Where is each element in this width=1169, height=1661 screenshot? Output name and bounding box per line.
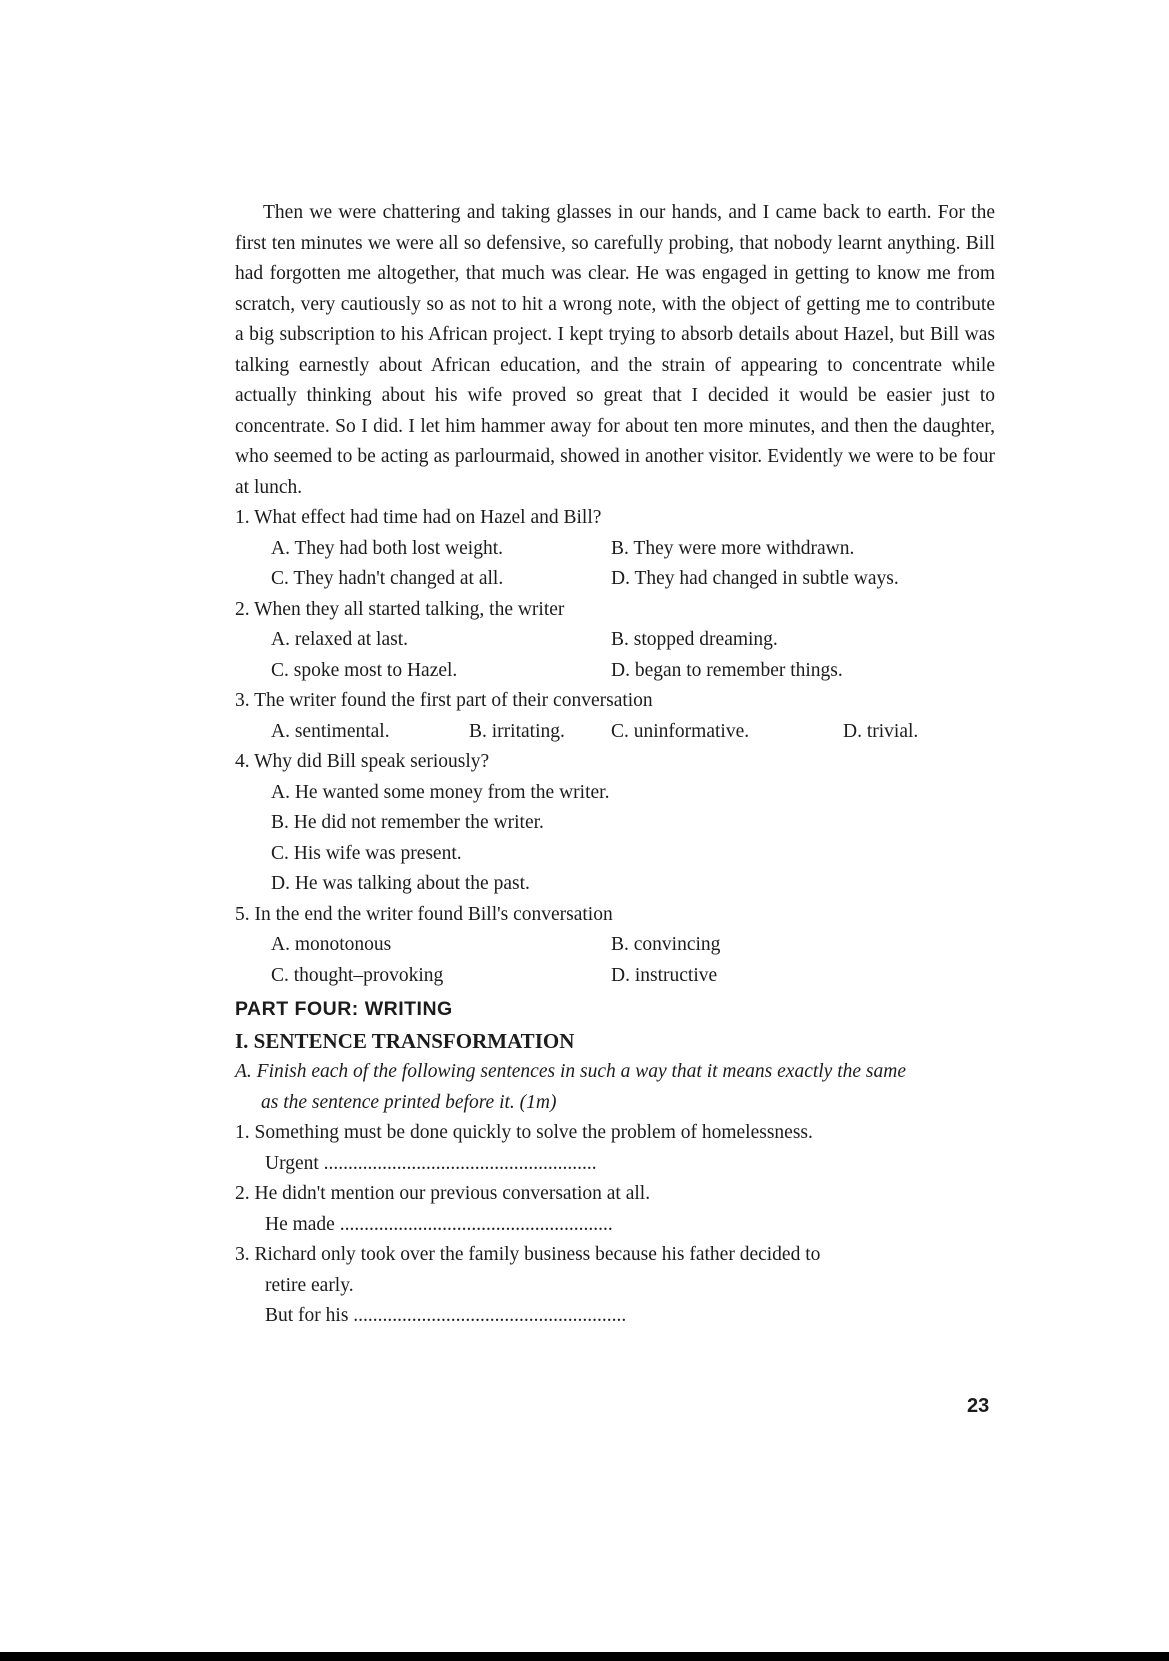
- question-stem: 3. The writer found the first part of their conversation: [235, 690, 653, 711]
- option-a: A. They had both lost weight.: [271, 537, 503, 559]
- transformation-item-1: [235, 1118, 995, 1179]
- original-sentence-line-2: retire early.: [265, 1274, 354, 1296]
- instruction-line-1: A. Finish each of the following sentences in such a way that it means exactly the same: [235, 1061, 906, 1082]
- bottom-border: [0, 1652, 1169, 1661]
- reading-passage: Then we were chattering and taking glasses in our hands, and I came back to earth. For the first ten minutes we were all so defensive, so carefully probing, that nobody learnt anything. Bill had forgotten me altogether, that much was clear. He was engaged in getting to know me from scratch, very cautiously so as not to hit a wrong note, with the object of getting me to contribute a big subscription to his African project. I kept trying to absorb details about Hazel, but Bill was talking earnestly about African education, and the strain of appearing to concentrate while actually thinking about his wife proved so great that I decided it would be easier just to concentrate. So I did. I let him hammer away for about ten more minutes, and then the daughter, who seemed to be acting as parlourmaid, showed in another visitor. Evidently we were to be four at lunch.: [235, 202, 995, 498]
- answer-options: [235, 930, 995, 991]
- answer-options: [235, 625, 995, 686]
- option-d: D. He was talking about the past.: [271, 873, 530, 894]
- option-b: B. convincing: [611, 934, 721, 955]
- answer-prompt: Urgent ........................................................: [265, 1152, 597, 1174]
- option-d: D. instructive: [611, 964, 718, 986]
- instruction: [235, 1057, 995, 1118]
- original-sentence: 2. He didn't mention our previous conversation at all.: [235, 1183, 651, 1204]
- option-d: D. They had changed in subtle ways.: [611, 568, 899, 589]
- question-5: [235, 900, 995, 992]
- original-sentence-line-1: 3. Richard only took over the family business because his father decided to: [235, 1244, 821, 1265]
- option-a: A. He wanted some money from the writer.: [271, 781, 610, 803]
- option-d: D. began to remember things.: [611, 659, 843, 681]
- option-c: C. They hadn't changed at all.: [271, 568, 504, 589]
- option-c: C. uninformative.: [611, 720, 750, 742]
- question-stem: 4. Why did Bill speak seriously?: [235, 751, 490, 772]
- option-a: A. monotonous: [271, 934, 392, 955]
- option-c: C. His wife was present.: [271, 842, 462, 864]
- page-content: [235, 198, 995, 1332]
- option-b: B. irritating.: [469, 720, 565, 742]
- original-sentence: 1. Something must be done quickly to solve the problem of homelessness.: [235, 1122, 813, 1143]
- option-a: A. sentimental.: [271, 720, 390, 742]
- transformation-item-3: [235, 1240, 995, 1332]
- answer-prompt: But for his ........................................................: [265, 1305, 627, 1326]
- option-b: B. stopped dreaming.: [611, 629, 778, 650]
- transformation-item-2: [235, 1179, 995, 1240]
- option-d: D. trivial.: [843, 720, 919, 742]
- question-stem: 1. What effect had time had on Hazel and Bill?: [235, 507, 602, 528]
- question-3: [235, 686, 995, 747]
- option-b: B. He did not remember the writer.: [271, 812, 544, 833]
- question-1: [235, 503, 995, 595]
- question-4: [235, 747, 995, 900]
- answer-options: [235, 778, 995, 900]
- option-a: A. relaxed at last.: [271, 629, 408, 650]
- answer-options: [235, 717, 995, 748]
- section-heading: I. SENTENCE TRANSFORMATION: [235, 1029, 575, 1053]
- question-stem: 5. In the end the writer found Bill's conversation: [235, 903, 613, 925]
- option-b: B. They were more withdrawn.: [611, 537, 855, 559]
- answer-prompt: He made ........................................................: [265, 1213, 613, 1235]
- question-2: [235, 595, 995, 687]
- option-c: C. thought–provoking: [271, 964, 444, 986]
- page-number: 23: [967, 1395, 990, 1417]
- option-c: C. spoke most to Hazel.: [271, 659, 458, 681]
- question-stem: 2. When they all started talking, the writer: [235, 598, 565, 620]
- part-four-heading: PART FOUR: WRITING: [235, 998, 453, 1020]
- answer-options: [235, 534, 995, 595]
- instruction-line-2: as the sentence printed before it. (1m): [261, 1091, 557, 1113]
